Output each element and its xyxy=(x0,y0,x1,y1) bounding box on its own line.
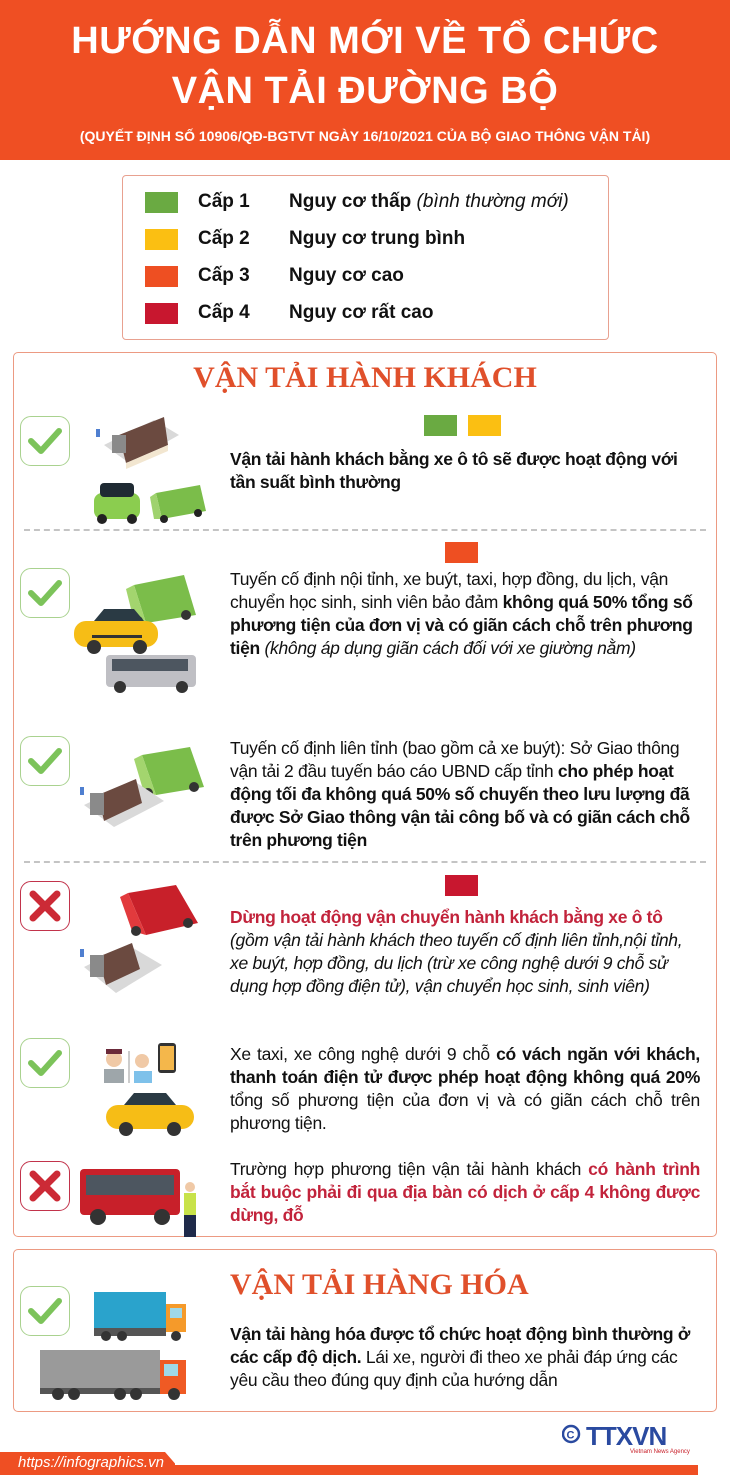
item-6-text: Trường hợp phương tiện vận tải hành khách có hành trình bắt buộc phải đi qua địa bàn có dịch ở cấp 4 không được dừng, đỗ xyxy=(230,1159,700,1225)
website-link[interactable]: https://infographics.vn xyxy=(18,1454,164,1471)
cargo-transport-panel xyxy=(13,1249,717,1412)
legend-desc: Nguy cơ rất cao xyxy=(289,302,434,323)
item-3-text: Tuyến cố định liên tỉnh (bao gồm cả xe buýt): Sở Giao thông vận tải 2 đầu tuyến báo cáo UBND cấp tỉnh cho phép hoạt động tối đa không quá 50% số chuyến theo lưu lượng đã được Sở Giao thông vận tải công bố và có giãn cách chỗ trên phương tiện xyxy=(230,738,690,850)
item-1-text: Vận tải hành khách bằng xe ô tô sẽ được hoạt động với tần suất bình thường xyxy=(230,449,678,492)
cargo-trucks-illustration xyxy=(36,1288,216,1403)
item-4-text: Dừng hoạt động vận chuyển hành khách bằng xe ô tô (gồm vận tải hành khách theo tuyến cố định liên tỉnh,nội tỉnh, xe buýt, hợp đồng, du lịch (trừ xe công nghệ dưới 9 chỗ sử dụng hợp đồng điện tử), vận chuyển học sinh, sinh viên) xyxy=(230,907,683,996)
bus-stop-van-illustration xyxy=(74,743,214,843)
logo-text: TTXVN xyxy=(586,1421,667,1451)
legend-desc: Nguy cơ thấp (bình thường mới) xyxy=(289,191,569,212)
legend-level: Cấp 1 xyxy=(198,191,250,212)
check-icon xyxy=(20,416,70,466)
bus-stop-and-cars-illustration xyxy=(84,415,214,525)
item-5-text: Xe taxi, xe công nghệ dưới 9 chỗ có vách ngăn với khách, thanh toán điện tử được phép hoạt động không quá 20% tổng số phương tiện của đơn vị và có giãn cách chỗ trên phương tiện. xyxy=(230,1044,700,1133)
level-4-square-icon xyxy=(445,875,478,896)
level-2-square-icon xyxy=(468,415,501,436)
legend-desc: Nguy cơ trung bình xyxy=(289,228,466,249)
dashed-divider xyxy=(24,861,706,863)
legend-row-level-1 xyxy=(123,187,608,217)
legend-level: Cấp 3 xyxy=(198,265,250,286)
level-1-square-icon xyxy=(424,415,457,436)
legend-row-level-2 xyxy=(123,224,608,254)
red-van-bus-stop-illustration xyxy=(76,883,216,1003)
red-swatch-icon xyxy=(145,303,178,324)
legend-level: Cấp 2 xyxy=(198,228,250,249)
green-swatch-icon xyxy=(145,192,178,213)
svg-text:C: C xyxy=(566,1429,575,1442)
page-title-line2: VẬN TẢI ĐƯỜNG BỘ xyxy=(171,70,559,112)
level-3-square-icon xyxy=(445,542,478,563)
orange-swatch-icon xyxy=(145,266,178,287)
risk-level-legend xyxy=(122,175,609,340)
x-mark-icon xyxy=(20,1161,70,1211)
x-mark-icon xyxy=(20,881,70,931)
check-icon xyxy=(20,1038,70,1088)
cargo-text: Vận tải hàng hóa được tổ chức hoạt động bình thường ở các cấp độ dịch. Lái xe, người đi theo xe phải đáp ứng các yêu cầu theo đúng quy định của hướng dẫn xyxy=(230,1324,690,1390)
page-subtitle: (QUYẾT ĐỊNH SỐ 10906/QĐ-BGTVT NGÀY 16/10/2021 CỦA BỘ GIAO THÔNG VẬN TẢI) xyxy=(79,128,651,144)
van-taxi-bus-illustration xyxy=(72,565,212,695)
check-icon xyxy=(20,736,70,786)
footer-url-bar xyxy=(0,1452,698,1475)
legend-row-level-3 xyxy=(123,261,608,291)
section-title-passenger: VẬN TẢI HÀNH KHÁCH xyxy=(193,361,537,394)
legend-level: Cấp 4 xyxy=(198,302,250,323)
check-icon xyxy=(20,568,70,618)
legend-desc: Nguy cơ cao xyxy=(289,265,404,286)
passenger-transport-panel xyxy=(13,352,717,1237)
legend-row-level-4 xyxy=(123,298,608,328)
section-title-cargo: VẬN TẢI HÀNG HÓA xyxy=(230,1268,529,1301)
dashed-divider xyxy=(24,529,706,531)
header-banner xyxy=(0,0,730,160)
driver-passenger-taxi-illustration xyxy=(100,1043,200,1143)
item-2-text: Tuyến cố định nội tỉnh, xe buýt, taxi, hợp đồng, du lịch, vận chuyển học sinh, sinh viên bảo đảm không quá 50% tổng số phương tiện của đơn vị và có giãn cách chỗ trên phương tiện (không áp dụng giãn cách đối với xe giường nằm) xyxy=(230,569,693,658)
page-title-line1: HƯỚNG DẪN MỚI VỀ TỔ CHỨC xyxy=(71,20,659,62)
svg-text:Vietnam News Agency: Vietnam News Agency xyxy=(630,1449,690,1455)
yellow-swatch-icon xyxy=(145,229,178,250)
red-bus-police-illustration xyxy=(76,1163,206,1243)
